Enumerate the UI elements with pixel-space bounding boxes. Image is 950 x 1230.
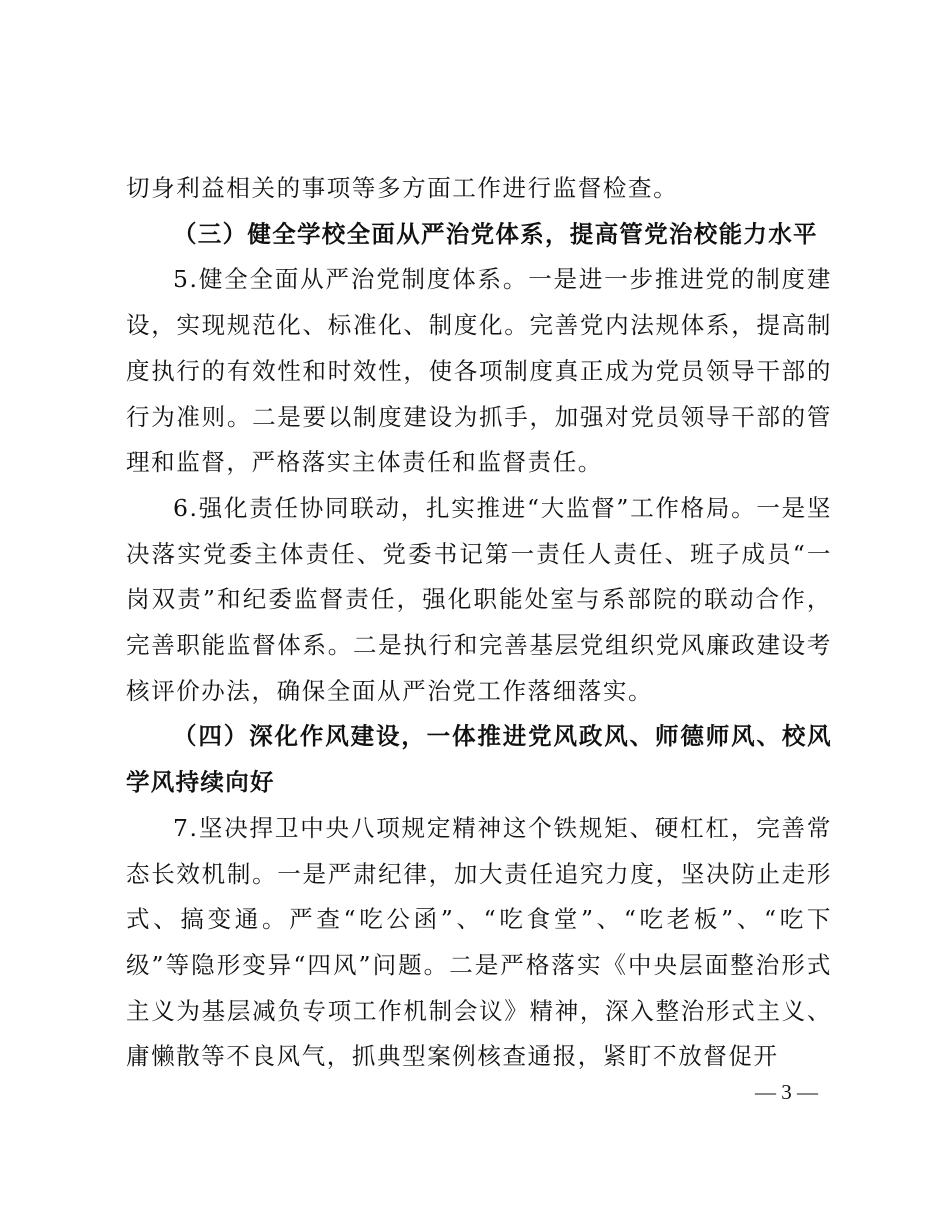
document-body: [126, 166, 832, 1080]
page-number: — 3 —: [755, 1080, 818, 1104]
paragraph-item-6: 6.强化责任协同联动，扎实推进“大监督”工作格局。一是坚决落实党委主体责任、党委书记第一责任人责任、班子成员“一岗双责”和纪委监督责任，强化职能处室与系部院的联动合作，完善职能监督体系。二是执行和完善基层党组织党风廉政建设考核评价办法，确保全面从严治党工作落细落实。: [126, 493, 832, 705]
paragraph-continuation: 切身利益相关的事项等多方面工作进行监督检查。: [126, 174, 679, 202]
section-heading-3: （三）健全学校全面从严治党体系，提高管党治校能力水平: [173, 219, 818, 248]
paragraph-item-5: 5.健全全面从严治党制度体系。一是进一步推进党的制度建设，实现规范化、标准化、制度化。完善党内法规体系，提高制度执行的有效性和时效性，使各项制度真正成为党员领导干部的行为准则。二是要以制度建设为抓手，加强对党员领导干部的管理和监督，严格落实主体责任和监督责任。: [126, 265, 832, 477]
paragraph-item-7: 7.坚决捍卫中央八项规定精神这个铁规矩、硬杠杠，完善常态长效机制。一是严肃纪律，加大责任追究力度，坚决防止走形式、搞变通。严查“吃公函”、“吃食堂”、“吃老板”、“吃下级”等隐形变异“四风”问题。二是严格落实《中央层面整治形式主义为基层减负专项工作机制会议》精神，深入整治形式主义、庸懒散等不良风气，抓典型案例核查通报，紧盯不放督促开: [126, 813, 832, 1071]
section-heading-4: （四）深化作风建设，一体推进党风政风、师德师风、校风学风持续向好: [126, 722, 832, 797]
